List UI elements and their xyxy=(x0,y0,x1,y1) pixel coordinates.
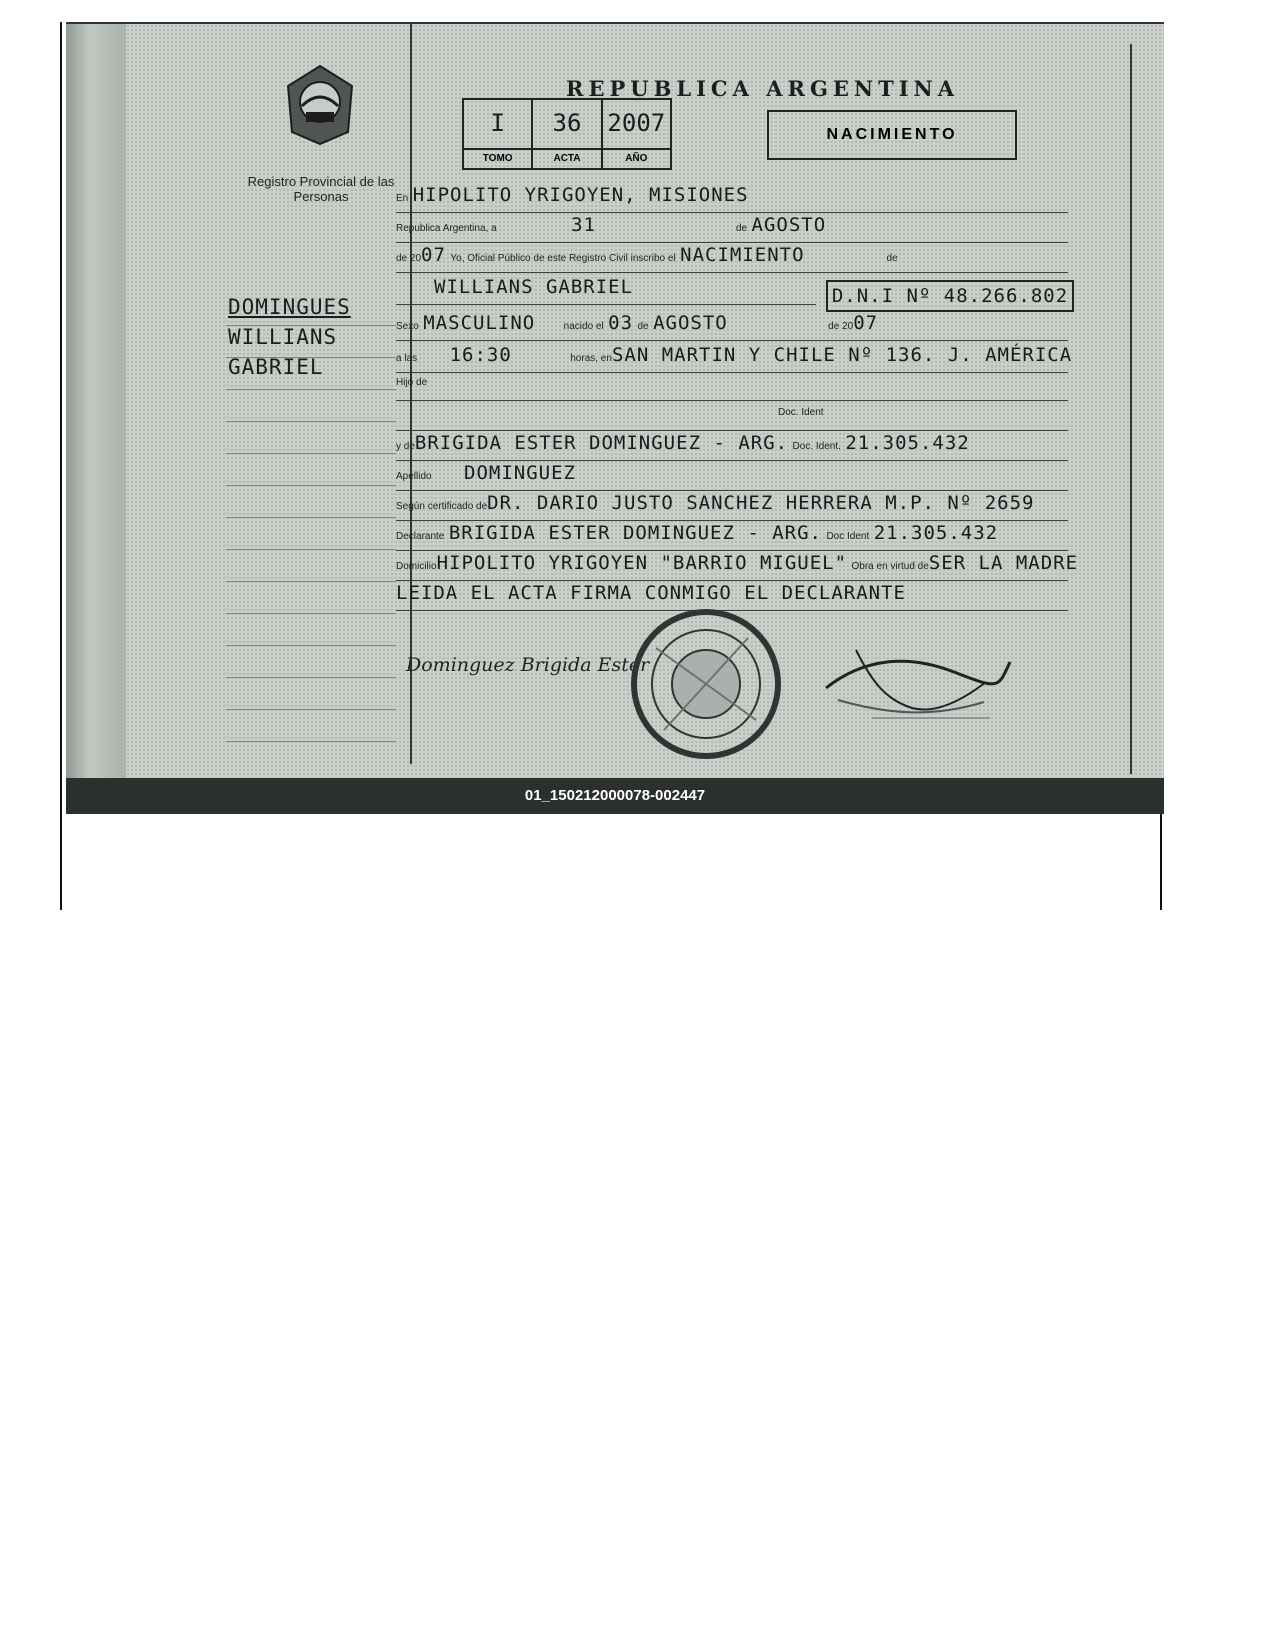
certificate-row: Según certificado deDR. DARIO JUSTO SANCHEZ HERRERA M.P. Nº 2659 xyxy=(396,492,1068,521)
birth-certificate-document xyxy=(66,22,1164,814)
country-title: REPUBLICA ARGENTINA xyxy=(566,76,960,101)
margin-name xyxy=(228,292,351,382)
dni-box: D.N.I Nº 48.266.802 xyxy=(826,280,1074,312)
margin-surname: DOMINGUES xyxy=(228,295,351,319)
acta-value: 36 xyxy=(552,109,582,137)
birth-place-row: a las 16:30 horas, enSAN MARTIN Y CHILE Nº 136. J. AMÉRICA xyxy=(396,344,1068,373)
official-signature-icon xyxy=(814,630,1014,726)
official-stamp-icon xyxy=(626,604,786,764)
date-row: Republica Argentina, a 31 de AGOSTO xyxy=(396,214,1068,243)
image-code-strip: 01_150212000078-002447 xyxy=(66,778,1164,814)
name-row: WILLIANS GABRIEL xyxy=(396,276,816,305)
father-row: Hijo de xyxy=(396,372,1068,401)
surname-row: Apellido DOMINGUEZ xyxy=(396,462,1068,491)
document-type-box: NACIMIENTO xyxy=(767,110,1017,160)
margin-first-name: WILLIANS xyxy=(228,325,338,349)
margin-second-name: GABRIEL xyxy=(228,355,324,379)
address-row: DomicilioHIPOLITO YRIGOYEN "BARRIO MIGUEL" Obra en virtud deSER LA MADRE xyxy=(396,552,1068,581)
right-border xyxy=(1130,44,1132,774)
declarant-row: Declarante BRIGIDA ESTER DOMINGUEZ - ARG. Doc Ident 21.305.432 xyxy=(396,522,1068,551)
anio-value: 2007 xyxy=(607,109,666,137)
province-seal-icon xyxy=(284,64,356,146)
tomo-value: I xyxy=(490,109,505,137)
declarant-signature: Dominguez Brigida Ester xyxy=(406,654,650,676)
binding-edge xyxy=(66,24,126,814)
father-doc-row: Doc. Ident xyxy=(396,402,1068,431)
tomo-label: TOMO xyxy=(464,148,531,168)
anio-label: AÑO xyxy=(603,148,670,168)
registry-name: Registro Provincial de las Personas xyxy=(247,174,395,204)
record-number-box xyxy=(462,98,672,170)
registration-row: de 2007 Yo, Oficial Público de este Registro Civil inscribo el NACIMIENTO de xyxy=(396,244,1068,273)
place-row: En HIPOLITO YRIGOYEN, MISIONES xyxy=(396,184,1068,213)
birth-data-row: Sexo MASCULINO nacido el 03 de AGOSTO de 2007 xyxy=(396,312,1068,341)
closing-row: LEIDA EL ACTA FIRMA CONMIGO EL DECLARANTE xyxy=(396,582,1068,611)
acta-label: ACTA xyxy=(533,148,600,168)
mother-row: y deBRIGIDA ESTER DOMINGUEZ - ARG. Doc. Ident. 21.305.432 xyxy=(396,432,1068,461)
